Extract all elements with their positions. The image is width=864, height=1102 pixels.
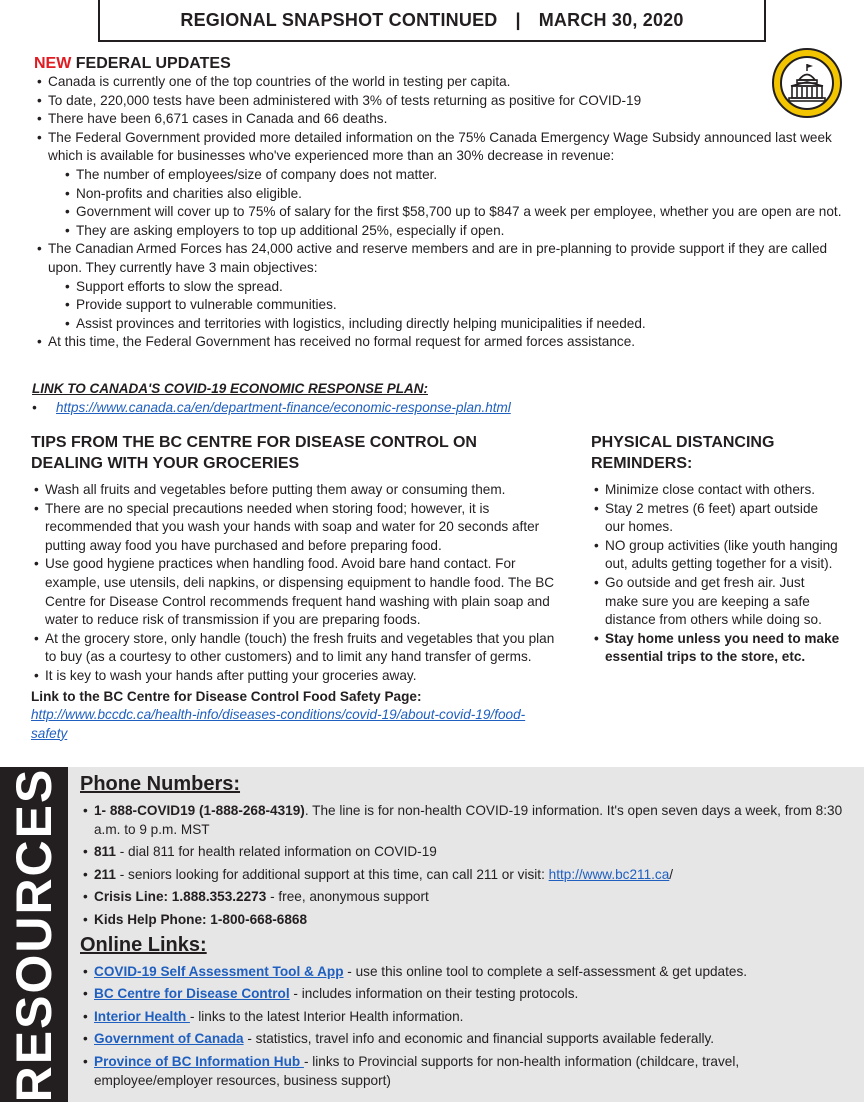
bc-info-hub-link[interactable]: Province of BC Information Hub — [94, 1053, 304, 1069]
self-assessment-link[interactable]: COVID-19 Self Assessment Tool & App — [94, 963, 344, 979]
bullet-icon: • — [32, 400, 37, 415]
sub-list-item: • They are asking employers to top up additional 25%, especially if open. — [34, 222, 844, 241]
list-item: • 1- 888-COVID19 (1-888-268-4319). The line is for non-health COVID-19 information. It's open seven days a week, from 8:30 a.m. to 9 p.m. MST — [80, 802, 850, 839]
new-badge: NEW — [34, 55, 72, 72]
list-item: • BC Centre for Disease Control - includes information on their testing protocols. — [80, 985, 850, 1004]
header-title: REGIONAL SNAPSHOT CONTINUED — [180, 9, 498, 30]
list-item: • At this time, the Federal Government has received no formal request for armed forces assistance. — [34, 333, 844, 352]
resources-section — [0, 767, 864, 1102]
list-item: • The Canadian Armed Forces has 24,000 active and reserve members and are in pre-planning to provide support if they are called upon. They currently have 3 main objectives: — [34, 240, 844, 277]
phone-numbers-title: Phone Numbers: — [80, 773, 241, 795]
physical-distancing-section — [591, 432, 841, 667]
list-item: • It is key to wash your hands after putting your groceries away. — [31, 667, 561, 686]
sub-list-item: • The number of employees/size of company does not matter. — [34, 166, 844, 185]
list-item: • The Federal Government provided more detailed information on the 75% Canada Emergency Wage Subsidy announced last week which is available for businesses who've experienced more than an 30% decrease in revenue: — [34, 129, 844, 166]
header-date: MARCH 30, 2020 — [538, 9, 684, 30]
online-links-title: Online Links: — [80, 933, 207, 956]
food-safety-link-label: Link to the BC Centre for Disease Control Food Safety Page: — [31, 688, 422, 704]
government-of-canada-link[interactable]: Government of Canada — [94, 1031, 244, 1047]
federal-updates-title-text: FEDERAL UPDATES — [75, 55, 231, 72]
list-item: • Wash all fruits and vegetables before putting them away or consuming them. — [31, 481, 561, 500]
resources-sidebar-label: RESOURCES — [6, 767, 62, 1102]
list-item: • Use good hygiene practices when handling food. Avoid bare hand contact. For example, use utensils, deli napkins, or dispensing equipment to handle food. The BC Centre for Disease Control recommends frequent hand washing with plain soap and water to reduce risk of transmission if you are preparing foods. — [31, 555, 561, 629]
list-item: • Interior Health - links to the latest Interior Health information. — [80, 1008, 850, 1027]
economic-plan-heading: LINK TO CANADA'S COVID-19 ECONOMIC RESPONSE PLAN: — [32, 381, 428, 396]
list-item: • Minimize close contact with others. — [591, 481, 841, 500]
sub-list-item: • Provide support to vulnerable communities. — [34, 296, 844, 315]
sub-list-item: • Government will cover up to 75% of salary for the first $58,700 up to $847 a week per employee, whether you are open are not. — [34, 203, 844, 222]
list-item: • To date, 220,000 tests have been administered with 3% of tests returning as positive for COVID-19 — [34, 92, 844, 111]
sub-list-item: • Non-profits and charities also eligible. — [34, 185, 844, 204]
parliament-building-icon — [772, 48, 842, 118]
list-item: • 211 - seniors looking for additional support at this time, can call 211 or visit: http://www.bc211.ca/ — [80, 866, 850, 885]
sub-list-item: • Assist provinces and territories with logistics, including directly helping municipalities if needed. — [34, 315, 844, 334]
economic-plan-link-row — [32, 400, 511, 415]
list-item: • Government of Canada - statistics, travel info and economic and financial supports available federally. — [80, 1030, 850, 1049]
header-separator: | — [515, 9, 521, 30]
federal-updates-list — [34, 73, 844, 352]
economic-plan-link[interactable]: https://www.canada.ca/en/department-finance/economic-response-plan.html — [56, 400, 511, 415]
bc211-link[interactable]: http://www.bc211.ca — [548, 866, 670, 882]
phone-numbers-list — [80, 802, 850, 930]
bccdc-link[interactable]: BC Centre for Disease Control — [94, 986, 290, 1002]
interior-health-link[interactable]: Interior Health — [94, 1008, 190, 1024]
list-item: • Kids Help Phone: 1-800-668-6868 — [80, 911, 850, 930]
page-header — [98, 0, 766, 42]
physical-distancing-list — [591, 481, 841, 667]
grocery-tips-title: TIPS FROM THE BC CENTRE FOR DISEASE CONTROL ON DEALING WITH YOUR GROCERIES — [31, 434, 477, 472]
online-links-list — [80, 963, 850, 1091]
physical-distancing-title: PHYSICAL DISTANCING REMINDERS: — [591, 434, 775, 472]
list-item: • COVID-19 Self Assessment Tool & App - use this online tool to complete a self-assessment & get updates. — [80, 963, 850, 982]
food-safety-link-row — [31, 688, 561, 744]
list-item: • Crisis Line: 1.888.353.2273 - free, anonymous support — [80, 888, 850, 907]
list-item: • Go outside and get fresh air. Just make sure you are keeping a safe distance from others while doing so. — [591, 574, 841, 630]
sub-list-item: • Support efforts to slow the spread. — [34, 278, 844, 297]
list-item: • Canada is currently one of the top countries of the world in testing per capita. — [34, 73, 844, 92]
list-item: • 811 - dial 811 for health related information on COVID-19 — [80, 843, 850, 862]
list-item: • Province of BC Information Hub - links to Provincial supports for non-health information (childcare, travel, employee/employer resources, business support) — [80, 1053, 850, 1090]
list-item: • There are no special precautions needed when storing food; however, it is recommended that you wash your hands with soap and water for 20 seconds after putting away food you have purchased and before preparing food. — [31, 500, 561, 556]
list-item: • NO group activities (like youth hanging out, adults getting together for a visit). — [591, 537, 841, 574]
food-safety-link[interactable]: http://www.bccdc.ca/health-info/diseases-conditions/covid-19/about-covid-19/food-safety — [31, 707, 526, 741]
federal-updates-section — [34, 55, 844, 352]
list-item: • At the grocery store, only handle (touch) the fresh fruits and vegetables that you plan to buy (as a courtesy to other customers) and to limit any hand transfer of germs. — [31, 630, 561, 667]
grocery-tips-section — [31, 432, 561, 743]
federal-updates-title — [34, 55, 844, 73]
resources-sidebar — [0, 767, 68, 1102]
list-item: • Stay 2 metres (6 feet) apart outside our homes. — [591, 500, 841, 537]
grocery-tips-list — [31, 481, 561, 686]
list-item: • Stay home unless you need to make essential trips to the store, etc. — [591, 630, 841, 667]
list-item: • There have been 6,671 cases in Canada and 66 deaths. — [34, 110, 844, 129]
resources-content — [80, 773, 850, 1094]
